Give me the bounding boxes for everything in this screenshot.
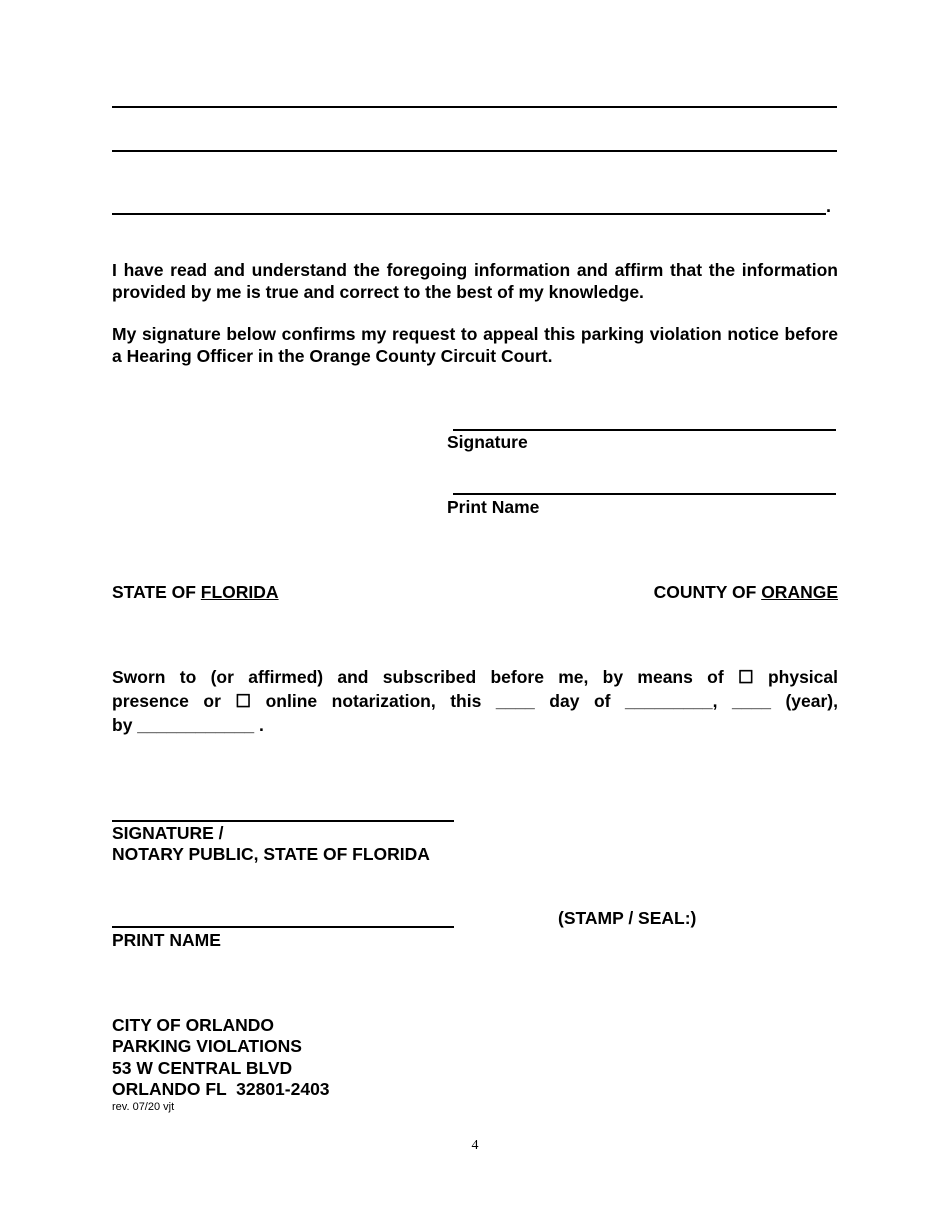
address-line-1: CITY OF ORLANDO <box>112 1015 275 1035</box>
mailing-address <box>112 1015 330 1100</box>
print-name-label: Print Name <box>447 497 540 517</box>
sworn-line-3: by ____________ . <box>112 715 264 735</box>
sworn-line-1: Sworn to (or affirmed) and subscribed before me, by means of ☐ physical <box>112 667 838 687</box>
state-prefix: STATE OF <box>112 582 201 602</box>
print-name-line[interactable] <box>453 493 836 495</box>
notary-signature-line[interactable] <box>112 820 454 822</box>
revision-note: rev. 07/20 vjt <box>112 1101 175 1113</box>
answer-line-3[interactable] <box>112 213 826 215</box>
county-value: ORANGE <box>761 582 838 602</box>
state-of-florida <box>112 582 279 603</box>
answer-line-1[interactable] <box>112 106 837 108</box>
notary-signature-label-2: NOTARY PUBLIC, STATE OF FLORIDA <box>112 844 430 864</box>
affirmation-paragraph-1: I have read and understand the foregoing information and affirm that the information provided by me is true and correct to the best of my knowledge. <box>112 260 838 302</box>
affirmation-paragraph-2: My signature below confirms my request to appeal this parking violation notice before a Hearing Officer in the Orange County Circuit Court. <box>112 324 838 366</box>
address-line-4: ORLANDO FL 32801-2403 <box>112 1078 330 1099</box>
notary-print-name-label: PRINT NAME <box>112 930 221 950</box>
answer-line-end-mark: . <box>826 196 832 216</box>
state-value: FLORIDA <box>200 582 279 602</box>
notary-print-name-line[interactable] <box>112 926 454 928</box>
address-line-2: PARKING VIOLATIONS <box>112 1036 302 1057</box>
stamp-seal-label: (STAMP / SEAL:) <box>558 908 697 928</box>
signature-label: Signature <box>447 432 528 452</box>
sworn-line-2: presence or ☐ online notarization, this ____ day of _________, ____ (year), <box>112 691 838 711</box>
signature-line[interactable] <box>453 429 836 431</box>
page-number: 4 <box>471 1138 479 1153</box>
notary-signature-label-1: SIGNATURE / <box>112 823 224 843</box>
county-of-orange <box>654 582 838 603</box>
county-prefix: COUNTY OF <box>653 582 762 602</box>
address-line-3: 53 W CENTRAL BLVD <box>112 1057 293 1078</box>
answer-line-2[interactable] <box>112 150 837 152</box>
